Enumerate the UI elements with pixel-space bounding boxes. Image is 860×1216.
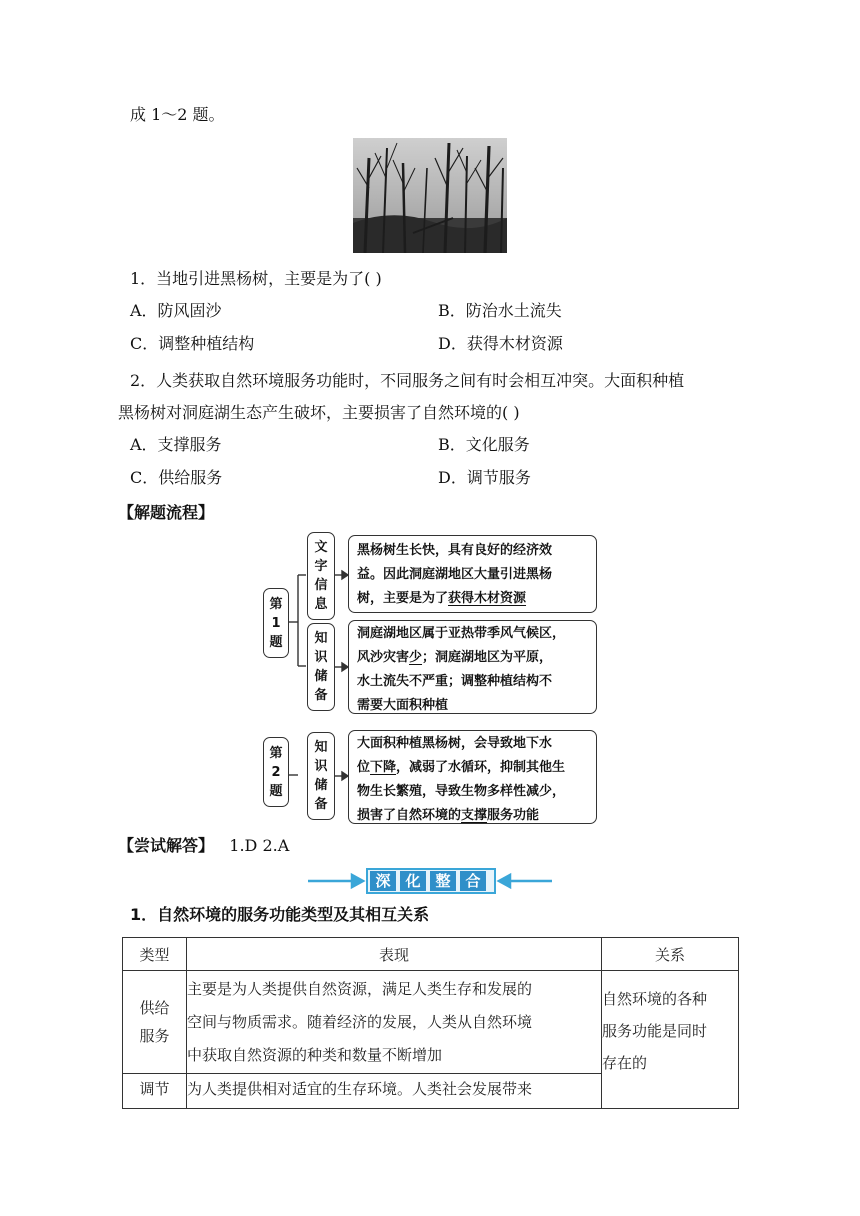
q1-option-c: C．调整种植结构 [130,334,255,353]
text-info-line: 益。因此洞庭湖地区大量引进黑杨 [357,567,553,582]
table-header-row [123,938,739,971]
header-relation: 关系 [602,938,739,971]
section-banner [366,868,496,894]
q2-option-c: C．供给服务 [130,468,223,487]
q2-label-box [263,737,289,807]
q2-option-b: B．文化服务 [438,435,530,454]
answer-value: 1.D 2.A [229,836,290,855]
row1-performance [187,971,602,1074]
relation-line: 服务功能是同时 [602,1022,708,1040]
q1-label-char: 第 [269,596,283,612]
row1-type-line: 供给 [139,999,170,1017]
knowledge-char: 识 [314,759,328,774]
knowledge1-label-box [307,623,335,711]
q2-stem-line2: 黑杨树对洞庭湖生态产生破坏，主要损害了自然环境的( ) [118,403,520,422]
knowledge1-line: 风沙灾害 [357,650,410,665]
header-performance: 表现 [187,938,602,971]
row2-type: 调节 [123,1074,187,1109]
relation-line: 自然环境的各种 [602,990,708,1008]
knowledge1-box [348,620,597,714]
knowledge2-line: 位 [357,760,371,775]
q2-option-d: D．调节服务 [438,468,531,487]
knowledge1-line: ；洞庭湖地区为平原， [422,650,553,665]
q2-option-a: A．支撑服务 [130,435,222,454]
knowledge2-line: 大面积种植黑杨树，会导致地下水 [357,736,553,751]
photo-drawing [353,138,507,253]
banner-char: 深 [370,871,396,891]
q1-label-char: 题 [269,634,283,650]
row1-line: 主要是为人类提供自然资源，满足人类生存和发展的 [187,979,533,998]
intro-tail: 成 1～2 题。 [130,105,225,124]
text-info-char: 字 [314,559,328,574]
q2-label-char: 题 [269,783,283,799]
knowledge1-underline: 少 [409,650,423,665]
relation-line: 存在的 [602,1054,648,1072]
q1-option-b: B．防治水土流失 [438,301,562,320]
bare-trees-photo [353,138,507,253]
text-info-char: 文 [314,540,328,555]
q1-label-box [263,588,289,658]
table-row [123,971,739,1074]
q1-option-a: A．防风固沙 [130,301,222,320]
knowledge-char: 储 [314,778,328,793]
q2-label-char: 第 [269,745,283,761]
q2-stem-line1: 2．人类获取自然环境服务功能时，不同服务之间有时会相互冲突。大面积种植 [130,371,685,390]
row1-line: 中获取自然资源的种类和数量不断增加 [187,1045,443,1064]
q1-stem: 1．当地引进黑杨树，主要是为了( ) [130,269,382,288]
knowledge2-underline: 下降 [370,760,397,775]
knowledge-char: 知 [314,740,328,755]
answer-label: 【尝试解答】 [118,836,215,855]
knowledge2-line: 服务功能 [487,808,540,823]
knowledge-char: 储 [314,669,328,684]
banner-char: 整 [430,871,456,891]
relation-cell [602,971,739,1109]
text-info-underline: 获得木材资源 [448,591,527,606]
q1-label-char: 1 [271,615,281,631]
banner-char: 合 [460,871,486,891]
header-type: 类型 [123,938,187,971]
row1-line: 空间与物质需求。随着经济的发展，人类从自然环境 [187,1012,533,1031]
text-info-label-box [307,532,335,620]
knowledge2-label-box [307,732,335,820]
text-info-line: 树，主要是为了 [357,591,449,606]
row1-type [123,971,187,1074]
knowledge2-line: 物生长繁殖，导致生物多样性减少， [357,784,566,799]
service-table [122,937,739,1109]
knowledge-char: 识 [314,650,328,665]
knowledge-char: 备 [314,797,328,812]
q2-label-char: 2 [271,764,281,780]
text-info-line: 黑杨树生长快，具有良好的经济效 [357,543,553,558]
knowledge2-line: 损害了自然环境的 [357,808,462,823]
row2-performance: 为人类提供相对适宜的生存环境。人类社会发展带来 [187,1074,602,1109]
section-title: 1．自然环境的服务功能类型及其相互关系 [130,905,430,924]
row1-type-line: 服务 [139,1027,170,1045]
text-info-char: 信 [314,578,328,593]
answer-line [118,836,289,856]
banner-char: 化 [400,871,426,891]
knowledge2-line: ，减弱了水循环，抑制其他生 [396,760,566,775]
flow-heading: 【解题流程】 [118,503,215,522]
knowledge1-line: 水土流失不严重；调整种植结构不 [357,674,553,689]
knowledge1-line: 洞庭湖地区属于亚热带季风气候区， [357,626,566,641]
q1-option-d: D．获得木材资源 [438,334,563,353]
knowledge1-line: 需要大面积种植 [357,698,449,713]
text-info-char: 息 [314,597,328,612]
knowledge-char: 备 [314,688,328,703]
knowledge2-box [348,730,597,824]
text-info-box [348,535,597,613]
knowledge-char: 知 [314,631,328,646]
knowledge2-underline: 支撑 [461,808,488,823]
